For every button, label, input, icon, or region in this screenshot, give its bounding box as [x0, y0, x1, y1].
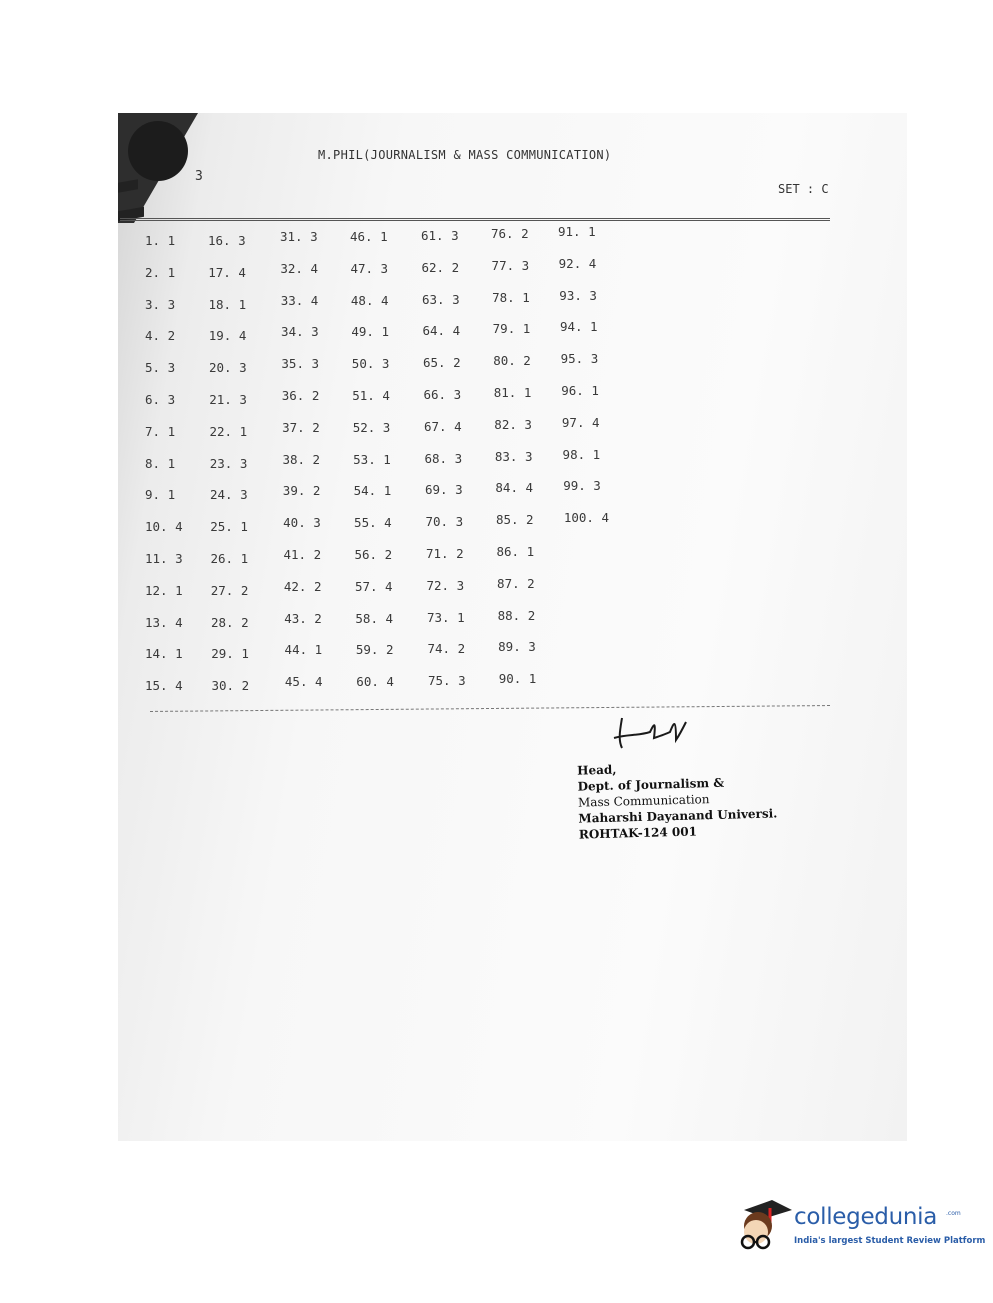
answer-item: 77. 3	[491, 257, 530, 273]
answer-item: 14. 1	[145, 646, 183, 662]
answer-item: 66. 3	[423, 387, 462, 402]
logo-suffix: .com	[946, 1210, 961, 1217]
answer-item: 85. 2	[495, 512, 534, 528]
answer-item: 50. 3	[351, 356, 390, 372]
answer-item: 44. 1	[284, 642, 323, 658]
answer-item: 42. 2	[283, 578, 322, 594]
answer-item: 3. 3	[145, 296, 176, 312]
signature	[610, 712, 700, 760]
answer-item: 92. 4	[558, 255, 597, 271]
answer-item: 4. 2	[145, 328, 176, 344]
stamp-line: Maharshi Dayanand Universi.	[578, 806, 778, 826]
answer-item: 70. 3	[425, 514, 464, 530]
answer-item: 84. 4	[495, 480, 534, 496]
stamp-line: Mass Communication	[577, 792, 710, 810]
answer-item: 10. 4	[145, 519, 183, 535]
answer-item: 98. 1	[562, 446, 601, 462]
answer-item: 67. 4	[424, 418, 462, 434]
answer-item: 6. 3	[145, 392, 176, 407]
answer-item: 33. 4	[280, 292, 319, 308]
answer-item: 45. 4	[284, 674, 323, 690]
answer-item: 2. 1	[145, 264, 176, 280]
answer-item: 24. 3	[210, 487, 248, 503]
answer-item: 57. 4	[354, 578, 393, 594]
logo-tagline: India's largest Student Review Platform	[794, 1236, 986, 1246]
answer-item: 51. 4	[352, 388, 390, 403]
answer-item: 89. 3	[498, 639, 536, 655]
answer-item: 96. 1	[561, 383, 599, 398]
answer-item: 19. 4	[208, 328, 247, 344]
answer-item: 72. 3	[426, 577, 465, 593]
answer-item: 26. 1	[210, 551, 249, 566]
set-label: SET : C	[778, 182, 829, 196]
answer-item: 49. 1	[351, 324, 389, 340]
answer-item: 11. 3	[145, 551, 183, 566]
answer-item: 74. 2	[427, 641, 466, 657]
top-divider	[120, 218, 830, 221]
answer-item: 69. 3	[425, 482, 463, 498]
answer-item: 22. 1	[209, 423, 248, 439]
answer-item: 9. 1	[145, 487, 176, 503]
answer-item: 25. 1	[210, 519, 248, 535]
mascot-icon	[736, 1196, 794, 1260]
answer-item: 68. 3	[424, 450, 463, 466]
answer-item: 60. 4	[356, 674, 394, 690]
answer-item: 88. 2	[497, 607, 536, 623]
answer-item: 46. 1	[350, 229, 388, 244]
answer-item: 18. 1	[208, 296, 247, 312]
answer-item: 7. 1	[145, 423, 176, 439]
answer-item: 75. 3	[428, 673, 466, 689]
answer-item: 78. 1	[492, 289, 530, 305]
answer-item: 30. 2	[211, 678, 250, 694]
answer-item: 37. 2	[282, 419, 320, 435]
scan-shadow-blob	[128, 121, 188, 181]
answer-item: 90. 1	[498, 671, 537, 687]
answer-item: 38. 2	[282, 451, 321, 467]
logo-wordmark: collegedunia	[794, 1204, 938, 1230]
answer-item: 61. 3	[421, 228, 459, 243]
answer-item: 63. 3	[422, 291, 460, 307]
answer-item: 43. 2	[284, 610, 322, 626]
answer-item: 87. 2	[497, 575, 535, 591]
answer-item: 71. 2	[426, 546, 464, 561]
department-stamp	[577, 757, 778, 842]
answer-item: 80. 2	[493, 353, 531, 369]
answer-item: 64. 4	[422, 323, 461, 339]
answer-item: 13. 4	[145, 614, 183, 630]
answer-item: 41. 2	[283, 547, 322, 562]
answer-item: 16. 3	[208, 233, 246, 248]
answer-item: 58. 4	[355, 610, 394, 626]
answer-item: 15. 4	[145, 678, 183, 694]
answer-item: 36. 2	[281, 388, 320, 403]
document-title: M.PHIL(JOURNALISM & MASS COMMUNICATION)	[318, 148, 612, 162]
answer-item: 31. 3	[280, 229, 318, 244]
answer-item: 76. 2	[491, 226, 529, 241]
stamp-line: Head,	[577, 762, 617, 778]
answer-item: 55. 4	[354, 515, 392, 531]
answer-item: 79. 1	[492, 321, 531, 337]
answer-item: 27. 2	[210, 582, 249, 598]
answer-item: 93. 3	[559, 287, 597, 303]
stamp-line: Dept. of Journalism &	[577, 775, 725, 794]
answer-item: 20. 3	[209, 360, 247, 376]
answer-item: 73. 1	[427, 609, 465, 625]
answer-item: 32. 4	[280, 260, 318, 276]
answer-item: 53. 1	[353, 451, 391, 467]
answer-item: 81. 1	[493, 385, 532, 400]
answer-item: 65. 2	[423, 355, 461, 371]
answer-item: 47. 3	[350, 260, 389, 276]
answer-item: 52. 3	[352, 419, 391, 435]
answer-item: 40. 3	[283, 515, 321, 531]
answer-item: 28. 2	[211, 614, 249, 630]
answer-item: 56. 2	[354, 547, 393, 562]
collegedunia-logo	[736, 1196, 986, 1260]
answer-item: 97. 4	[561, 414, 600, 430]
answer-item: 86. 1	[496, 544, 535, 559]
answer-item: 59. 2	[355, 642, 394, 658]
answer-item: 82. 3	[494, 416, 532, 432]
answer-item: 1. 1	[145, 233, 176, 248]
answer-item: 39. 2	[282, 483, 321, 499]
answer-item: 94. 1	[559, 319, 598, 335]
answer-item: 62. 2	[421, 259, 460, 275]
answer-item: 95. 3	[560, 351, 599, 367]
answer-item: 48. 4	[350, 292, 389, 308]
answer-item: 17. 4	[208, 264, 246, 280]
answer-item: 5. 3	[145, 360, 176, 376]
answer-item: 99. 3	[563, 478, 601, 494]
answer-item: 8. 1	[145, 455, 176, 471]
answer-item: 100. 4	[563, 510, 609, 526]
answer-item: 29. 1	[211, 646, 249, 662]
answer-item: 12. 1	[145, 582, 183, 598]
answer-item: 34. 3	[281, 324, 319, 340]
answer-item: 91. 1	[558, 224, 596, 239]
stamp-line: ROHTAK-124 001	[578, 824, 698, 842]
answer-item: 54. 1	[353, 483, 392, 499]
page-number: 3	[195, 169, 203, 184]
answer-item: 83. 3	[494, 448, 533, 464]
answer-item: 21. 3	[209, 392, 247, 407]
answer-item: 23. 3	[209, 455, 248, 471]
answer-item: 35. 3	[281, 356, 320, 372]
